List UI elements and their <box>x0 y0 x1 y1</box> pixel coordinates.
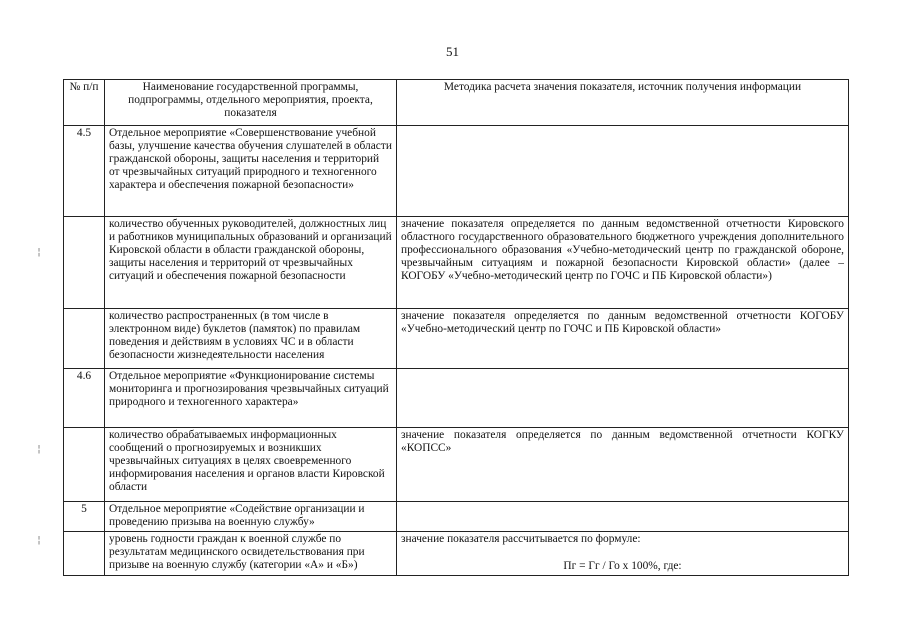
row-name: Отдельное мероприятие «Совершенствование учебной базы, улучшение качества обучения слушателей в области гражданской обороны, защиты населения и территорий от чрезвычайных ситуаций природного и техногенного характера и обеспечения пожарной безопасности» <box>105 126 397 217</box>
margin-mark: ¦ <box>36 535 43 546</box>
table-row <box>64 428 849 502</box>
margin-mark: ¦ <box>36 247 43 258</box>
row-method: значение показателя рассчитывается по формуле: <box>401 533 641 545</box>
row-method: значение показателя определяется по данным ведомственной отчетности КОГОБУ «Учебно-методический центр по ГОЧС и ПБ Кировской области» <box>397 309 849 369</box>
table-row <box>64 532 849 576</box>
table-row <box>64 217 849 309</box>
row-name: Отдельное мероприятие «Содействие организации и проведению призыва на военную службу» <box>105 502 397 532</box>
table-header-row <box>64 80 849 126</box>
row-num <box>64 532 105 576</box>
header-num: № п/п <box>64 80 105 126</box>
row-num <box>64 309 105 369</box>
row-num: 4.5 <box>64 126 105 217</box>
row-name: уровень годности граждан к военной службе по результатам медицинского освидетельствования при призыве на военную службу (категории «А» и «Б») <box>105 532 397 576</box>
row-method-cell <box>397 532 849 576</box>
indicators-table <box>63 79 849 576</box>
row-method: значение показателя определяется по данным ведомственной отчетности Кировского областного государственного образовательного бюджетного учреждения дополнительного профессионального образования «Учебно-методический центр по гражданской обороне, чрезвычайным ситуациям и пожарной безопасности Кировской области» (далее – КОГОБУ «Учебно-методический центр по ГОЧС и ПБ Кировской области») <box>397 217 849 309</box>
row-method <box>397 126 849 217</box>
row-num: 5 <box>64 502 105 532</box>
page-number: 51 <box>446 44 459 59</box>
table-row <box>64 502 849 532</box>
row-method <box>397 369 849 428</box>
row-name: количество распространенных (в том числе в электронном виде) буклетов (памяток) по правилам поведения и действиям в условиях ЧС и в области безопасности жизнедеятельности населения <box>105 309 397 369</box>
row-method: значение показателя определяется по данным ведомственной отчетности КОГКУ «КОПСС» <box>397 428 849 502</box>
header-method: Методика расчета значения показателя, источник получения информации <box>397 80 849 126</box>
table-row <box>64 126 849 217</box>
table-row <box>64 369 849 428</box>
table-row <box>64 309 849 369</box>
row-num <box>64 428 105 502</box>
row-num <box>64 217 105 309</box>
row-name: Отдельное мероприятие «Функционирование системы мониторинга и прогнозирования чрезвычайных ситуаций природного и техногенного характера» <box>105 369 397 428</box>
row-method <box>397 502 849 532</box>
row-name: количество обученных руководителей, должностных лиц и работников муниципальных образований и организаций Кировской области в области гражданской обороны, защиты населения и территорий от чрезвычайных ситуаций и обеспечения пожарной безопасности <box>105 217 397 309</box>
margin-mark: ¦ <box>36 444 43 455</box>
formula: Пг = Гг / Го x 100%, где: <box>563 560 682 572</box>
row-num: 4.6 <box>64 369 105 428</box>
header-name: Наименование государственной программы, подпрограммы, отдельного мероприятия, проекта, показателя <box>105 80 397 126</box>
row-name: количество обрабатываемых информационных сообщений о прогнозируемых и возникших чрезвычайных ситуациях в целях своевременного информирования населения и органов власти Кировской области <box>105 428 397 502</box>
